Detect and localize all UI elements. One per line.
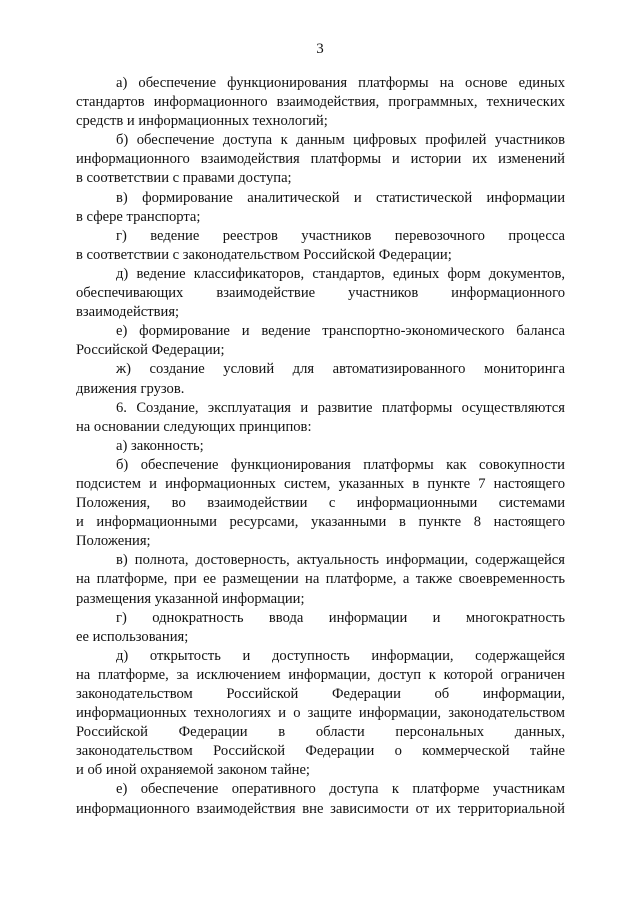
paragraph	[76, 265, 565, 322]
text-line: законодательством Российской Федерации о коммерческой тайне	[76, 743, 565, 760]
text-line: подсистем и информационных систем, указанных в пункте 7 настоящего	[76, 475, 565, 492]
text-line: г) ведение реестров участников перевозочного процесса	[116, 227, 565, 244]
paragraph	[76, 780, 565, 818]
text-line: 6. Создание, эксплуатация и развитие платформы осуществляются	[116, 399, 565, 416]
text-line: информационного взаимодействия вне зависимости от их территориальной	[76, 800, 565, 817]
text-line: на платформе, при ее размещении на платформе, а также своевременность	[76, 571, 565, 588]
text-line: движения грузов.	[76, 380, 185, 397]
text-line: г) однократность ввода информации и многократность	[116, 609, 565, 626]
text-line: Российской Федерации в области персональных данных,	[76, 724, 565, 741]
paragraph	[76, 131, 565, 188]
text-line: ее использования;	[76, 628, 189, 645]
text-line: на платформе, за исключением информации, доступ к которой ограничен	[76, 666, 565, 683]
text-line: размещения указанной информации;	[76, 590, 305, 607]
paragraph	[76, 399, 565, 437]
text-line: в) формирование аналитической и статистической информации	[116, 189, 565, 206]
text-line: стандартов информационного взаимодействия, программных, технических	[76, 94, 565, 111]
page-number: 3	[316, 41, 324, 57]
text-line: законодательством Российской Федерации об информации,	[76, 686, 565, 702]
paragraph	[76, 551, 565, 608]
text-line: и об иной охраняемой законом тайне;	[76, 762, 310, 779]
text-line: в) полнота, достоверность, актуальность информации, содержащейся	[116, 552, 565, 569]
text-line: и информационными ресурсами, указанными в пункте 8 настоящего	[76, 514, 565, 531]
text-line: Положения;	[76, 533, 151, 550]
text-line: средств и информационных технологий;	[76, 113, 328, 130]
paragraph	[76, 360, 565, 398]
paragraph	[76, 609, 565, 647]
text-line: взаимодействия;	[76, 304, 180, 321]
text-line: в соответствии с законодательством Российской Федерации;	[76, 246, 452, 263]
paragraph	[76, 456, 565, 551]
text-line: на основании следующих принципов:	[76, 418, 312, 435]
text-line: е) формирование и ведение транспортно-экономического баланса	[116, 323, 565, 340]
text-line: д) ведение классификаторов, стандартов, единых форм документов,	[116, 265, 565, 282]
text-line: обеспечивающих взаимодействие участников информационного	[76, 285, 565, 302]
paragraph	[76, 189, 565, 227]
text-line: информационного взаимодействия платформы и истории их изменений	[76, 151, 565, 168]
text-line: информационных технологиях и о защите информации, законодательством	[76, 705, 565, 722]
paragraph	[76, 227, 565, 265]
text-line: Российской Федерации;	[76, 342, 225, 359]
text-line: б) обеспечение функционирования платформы как совокупности	[116, 456, 565, 473]
paragraph	[76, 322, 565, 360]
text-line: б) обеспечение доступа к данным цифровых профилей участников	[116, 132, 565, 149]
text-line: е) обеспечение оперативного доступа к платформе участникам	[116, 781, 565, 798]
text-line: Положения, во взаимодействии с информационными системами	[76, 495, 565, 512]
text-line: а) законность;	[116, 437, 204, 454]
paragraph	[76, 437, 565, 456]
document-body	[76, 74, 565, 819]
paragraph	[76, 647, 565, 781]
paragraph	[76, 74, 565, 131]
text-line: д) открытость и доступность информации, содержащейся	[116, 647, 565, 664]
text-line: в сфере транспорта;	[76, 208, 201, 225]
text-line: в соответствии с правами доступа;	[76, 170, 292, 187]
text-line: а) обеспечение функционирования платформы на основе единых	[116, 75, 565, 91]
text-line: ж) создание условий для автоматизированного мониторинга	[116, 361, 565, 378]
